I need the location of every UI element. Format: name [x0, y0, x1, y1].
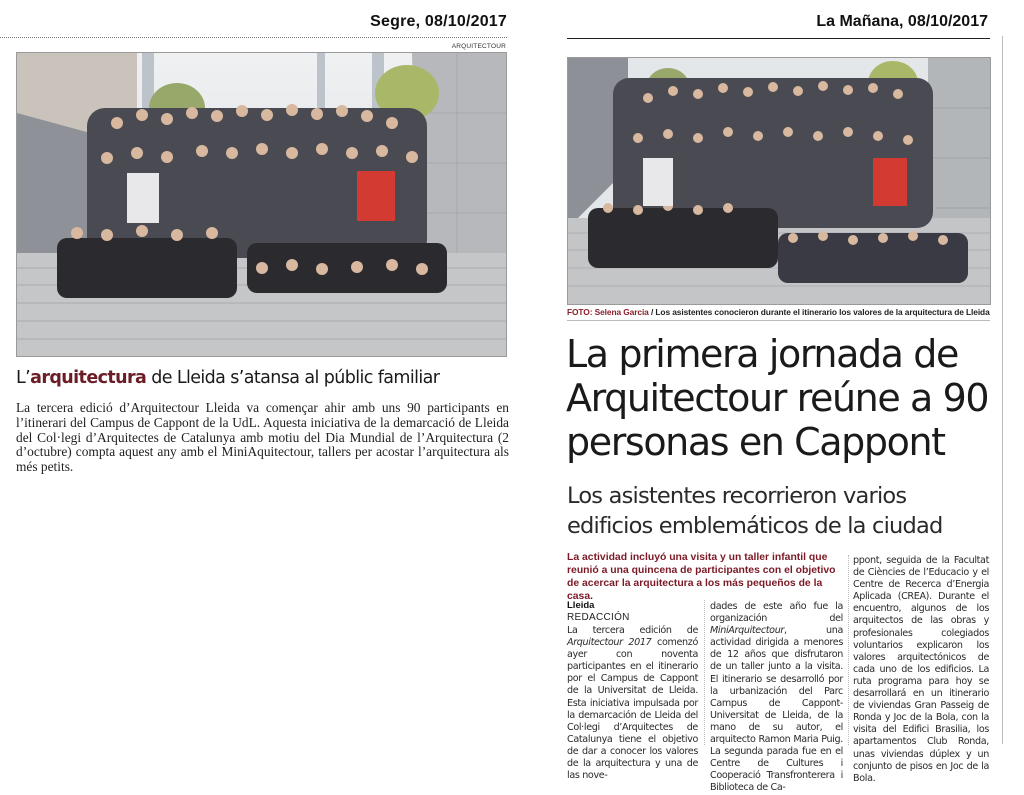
source-date-segre: Segre, 08/10/2017	[370, 13, 507, 30]
column-divider	[704, 600, 705, 745]
group-photo-illustration	[568, 58, 990, 304]
col1-italic: Arquitectour 2017	[567, 637, 652, 649]
caption-divider	[567, 320, 990, 321]
source-date-lamanana: La Mañana, 08/10/2017	[816, 13, 988, 30]
group-photo-illustration	[17, 53, 506, 356]
dotted-divider	[0, 37, 507, 38]
photo-credit: ARQUITECTOUR	[451, 43, 506, 50]
col1-text-a: La tercera edición de	[567, 625, 698, 636]
body-column-1	[567, 625, 698, 782]
article-body: La tercera edició d’Arquitectour Lleida va començar ahir amb uns 90 participants en l’itinerari del Campus de Cappont de la UdL. Aquesta iniciativa de la demarcació de Lleida del Col·legi d’Arquitectes de Catalunya amb motiu del Dia Mundial de l’Arquitectura (2 d’octubre) compta aquest any amb el MiniAquitectour, tallers per acostar l’arquitectura als més petits.	[16, 400, 509, 475]
body-column-3: ppont, seguida de la Facultat de Ciències de l’Educacio y el Centre de Recerca d’Energia Aplicada (CREA). Durante el encuentro, algunos de los arquitectos de las obras y profesionales colegiados voluntarios explicaron los valores arquitectónicos de cada uno de los edificios. La ruta programa para hoy se desarrollará en un itinerario de viviendas Gran Passeig de Ronda y Joc de la Bola, con la visita del Edifici Brasilia, los apartamentos Club Ronda, unas viviendas dúplex y un conjunto de pisos en Joc de la Bola.	[853, 555, 989, 784]
article-lead: La actividad incluyó una visita y un taller infantil que reunió a una quincena de participantes con el objetivo de acercar la arquitectura a los más pequeños de la casa.	[567, 552, 836, 602]
col2-text-b: , una actividad dirigida a menores de 12 años que disfrutaron de un taller junto a la visita. El itinerario se desarrolló por la urbanización del Parc Campus de Cappont-Universitat de Lleida, de la mano de su autor, el arquitecto Ramon Maria Puig. La segunda parada fue en el Centre de Cultures i Cooperació Transfronterera i Biblioteca de Ca-	[710, 625, 843, 794]
headline-prefix: L’	[16, 368, 31, 388]
page-edge-rule	[1002, 36, 1003, 744]
group-photo-segre	[16, 52, 507, 357]
caption-text: / Los asistentes conocieron durante el itinerario los valores de la arquitectura de Lleida	[648, 307, 990, 317]
column-divider	[848, 555, 849, 745]
photo-caption	[567, 307, 990, 317]
header-rule	[567, 38, 990, 39]
caption-photographer: FOTO: Selena Garcia	[567, 307, 649, 317]
article-subheadline: Los asistentes recorrieron varios edificios emblemáticos de la ciudad	[567, 483, 943, 539]
col2-italic: MiniArquitectour	[710, 625, 785, 637]
article-headline	[16, 368, 511, 388]
byline-author: REDACCIÓN	[567, 612, 630, 623]
article-headline: La primera jornada de Arquitectour reúne a 90 personas en Cappont	[566, 332, 989, 464]
col2-text-a: dades de este año fue la organización del	[710, 601, 843, 625]
col1-text-b: comenzó ayer con noventa participantes en el itinerario por el Campus de Cappont de la Universitat de Lleida. Esta iniciativa impulsada por la demarcación de Lleida del Col·legi d’Arquitectes de Catalunya tiene el objetivo de dar a conocer los valores de la arquitectura y una de las nove-	[567, 637, 698, 782]
body-column-2	[710, 601, 843, 795]
group-photo-lamanana	[567, 57, 991, 305]
byline-location: Lleida	[567, 600, 595, 611]
headline-rest: de Lleida s’atansa al públic familiar	[146, 368, 440, 388]
headline-highlight: arquitectura	[30, 368, 147, 388]
segre-masthead	[0, 0, 507, 38]
